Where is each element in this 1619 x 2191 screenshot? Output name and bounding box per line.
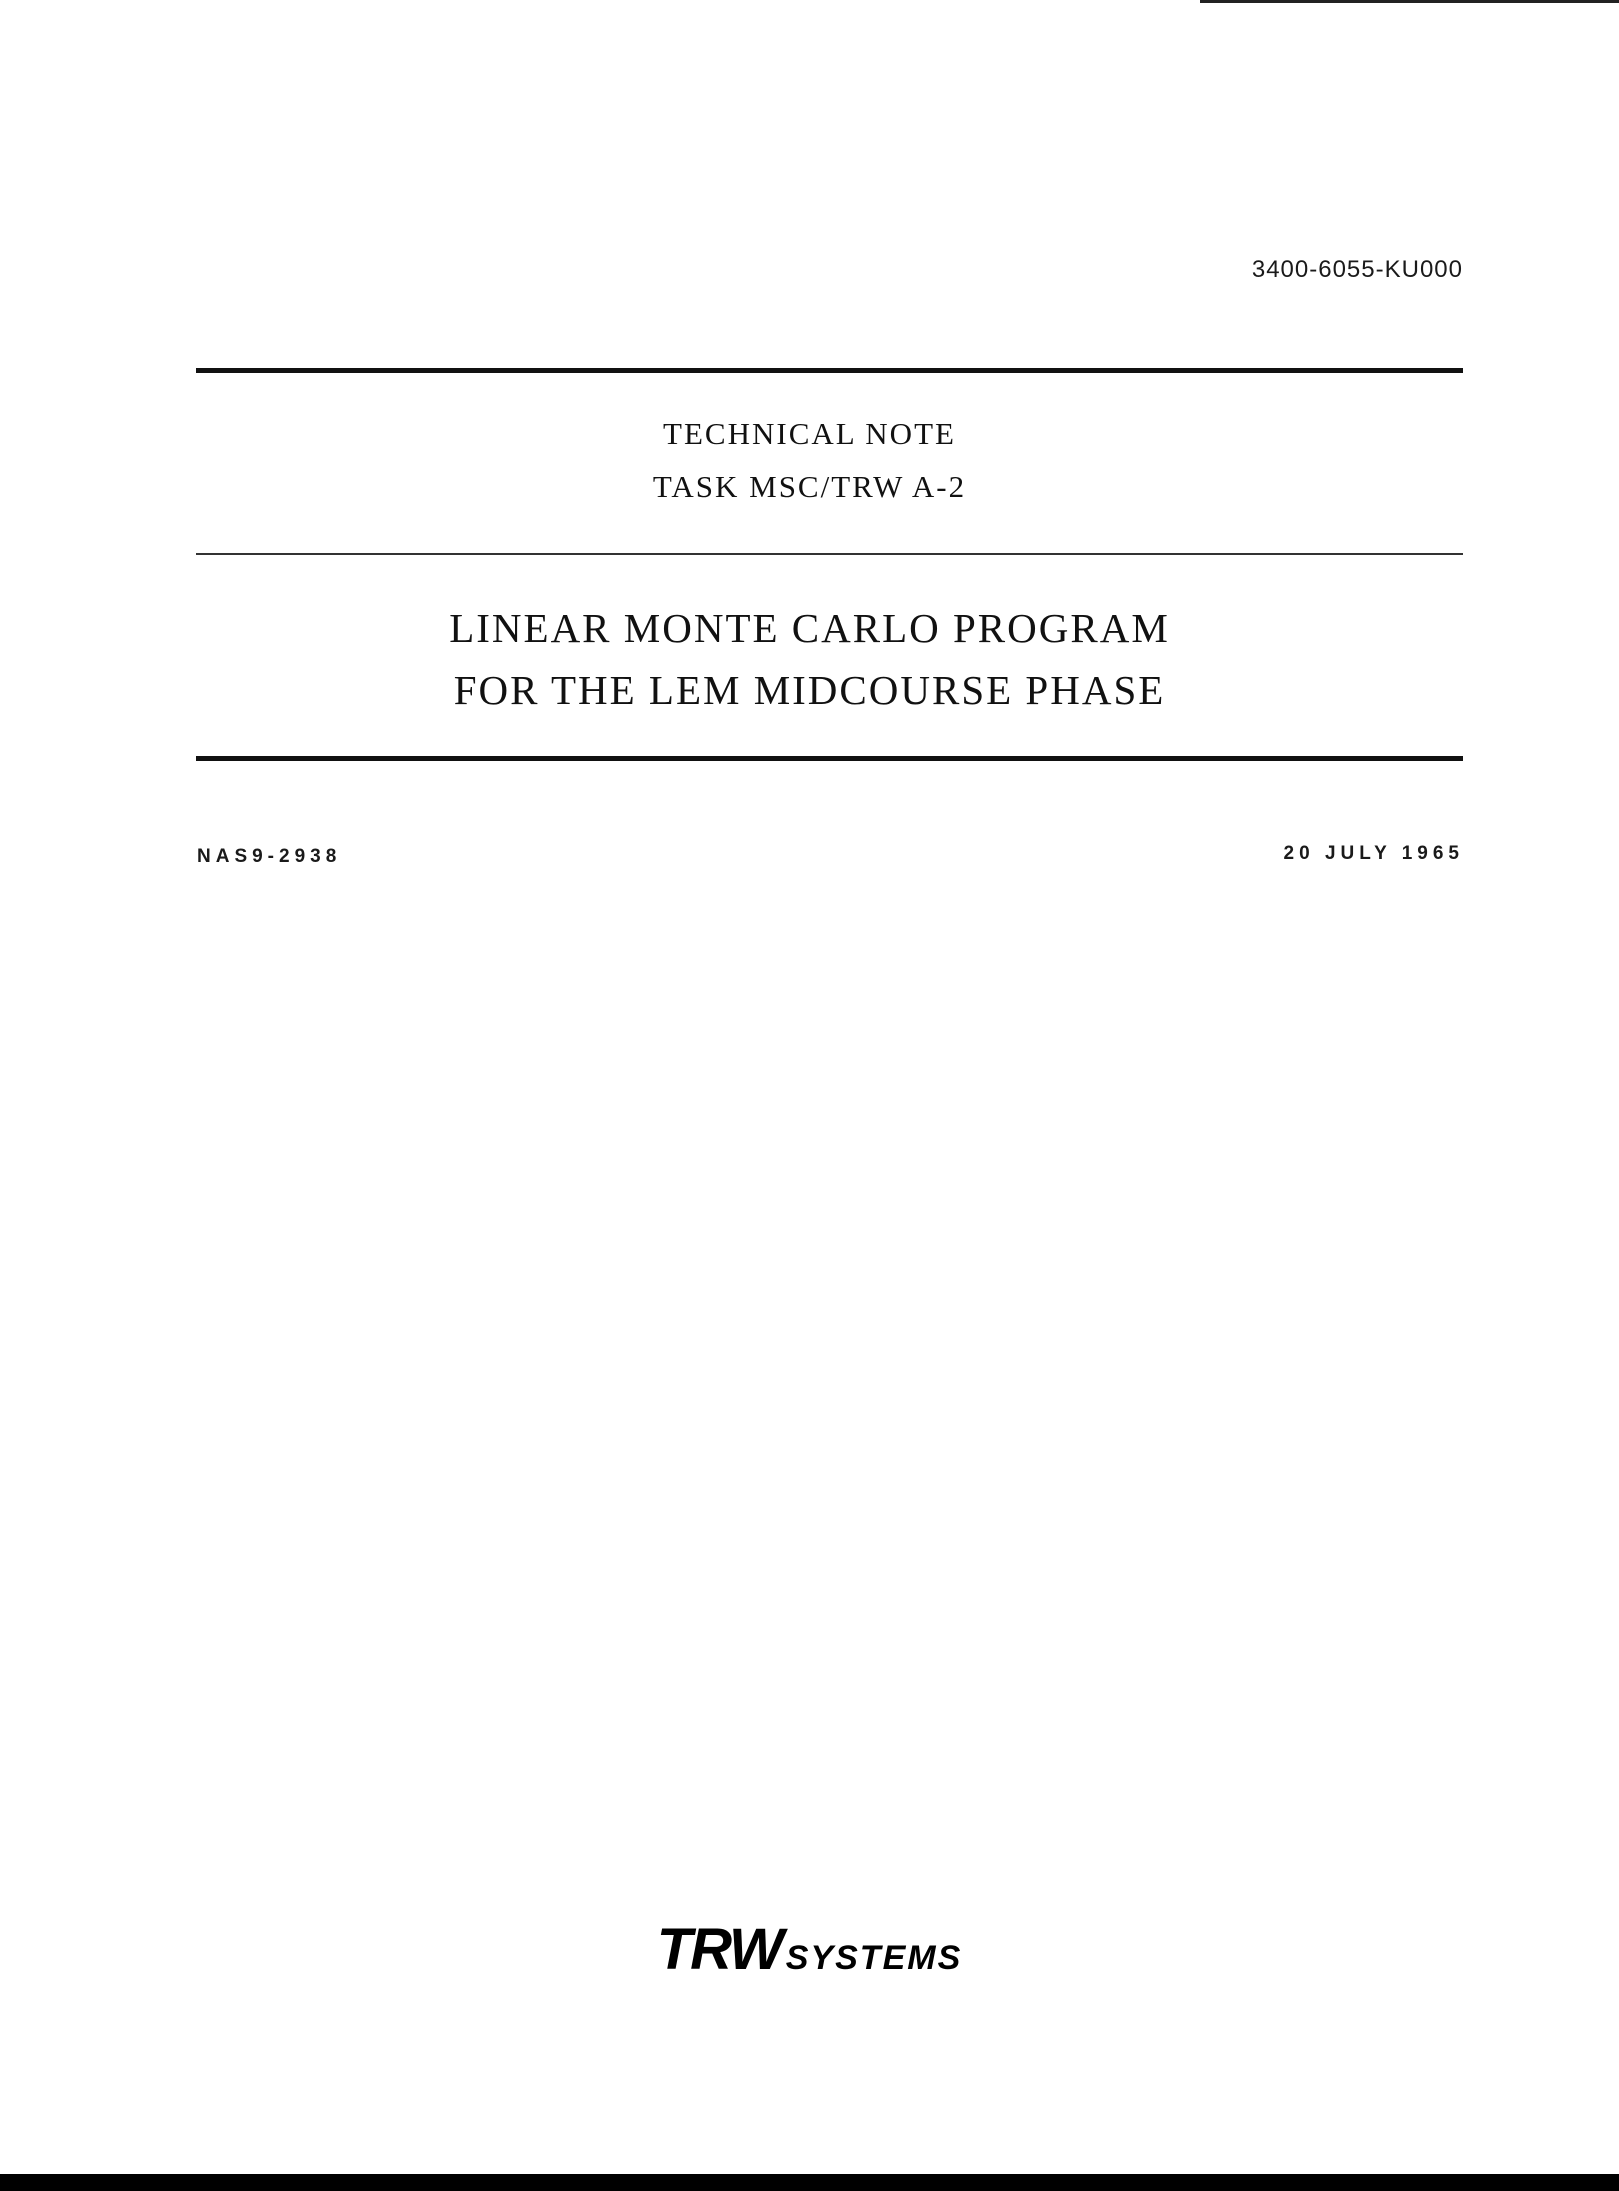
title-line-1: LINEAR MONTE CARLO PROGRAM [449, 605, 1170, 651]
publication-date: 20 JULY 1965 [1283, 843, 1464, 864]
middle-rule [196, 553, 1463, 555]
bottom-rule [196, 756, 1463, 761]
top-rule [196, 368, 1463, 373]
scan-artifact-bottom [0, 2174, 1619, 2191]
title-line-2: FOR THE LEM MIDCOURSE PHASE [453, 667, 1166, 713]
report-number: 3400-6055-KU000 [1251, 256, 1463, 283]
scan-artifact-top [1200, 0, 1619, 3]
task-heading: TASK MSC/TRW A-2 [652, 469, 967, 504]
note-type-heading: TECHNICAL NOTE [663, 416, 956, 451]
contract-number: NAS9-2938 [197, 846, 342, 867]
trw-systems-logo [0, 1916, 1619, 1983]
logo-suffix: SYSTEMS [785, 1939, 963, 1977]
logo-mark: TRW [656, 1917, 782, 1982]
